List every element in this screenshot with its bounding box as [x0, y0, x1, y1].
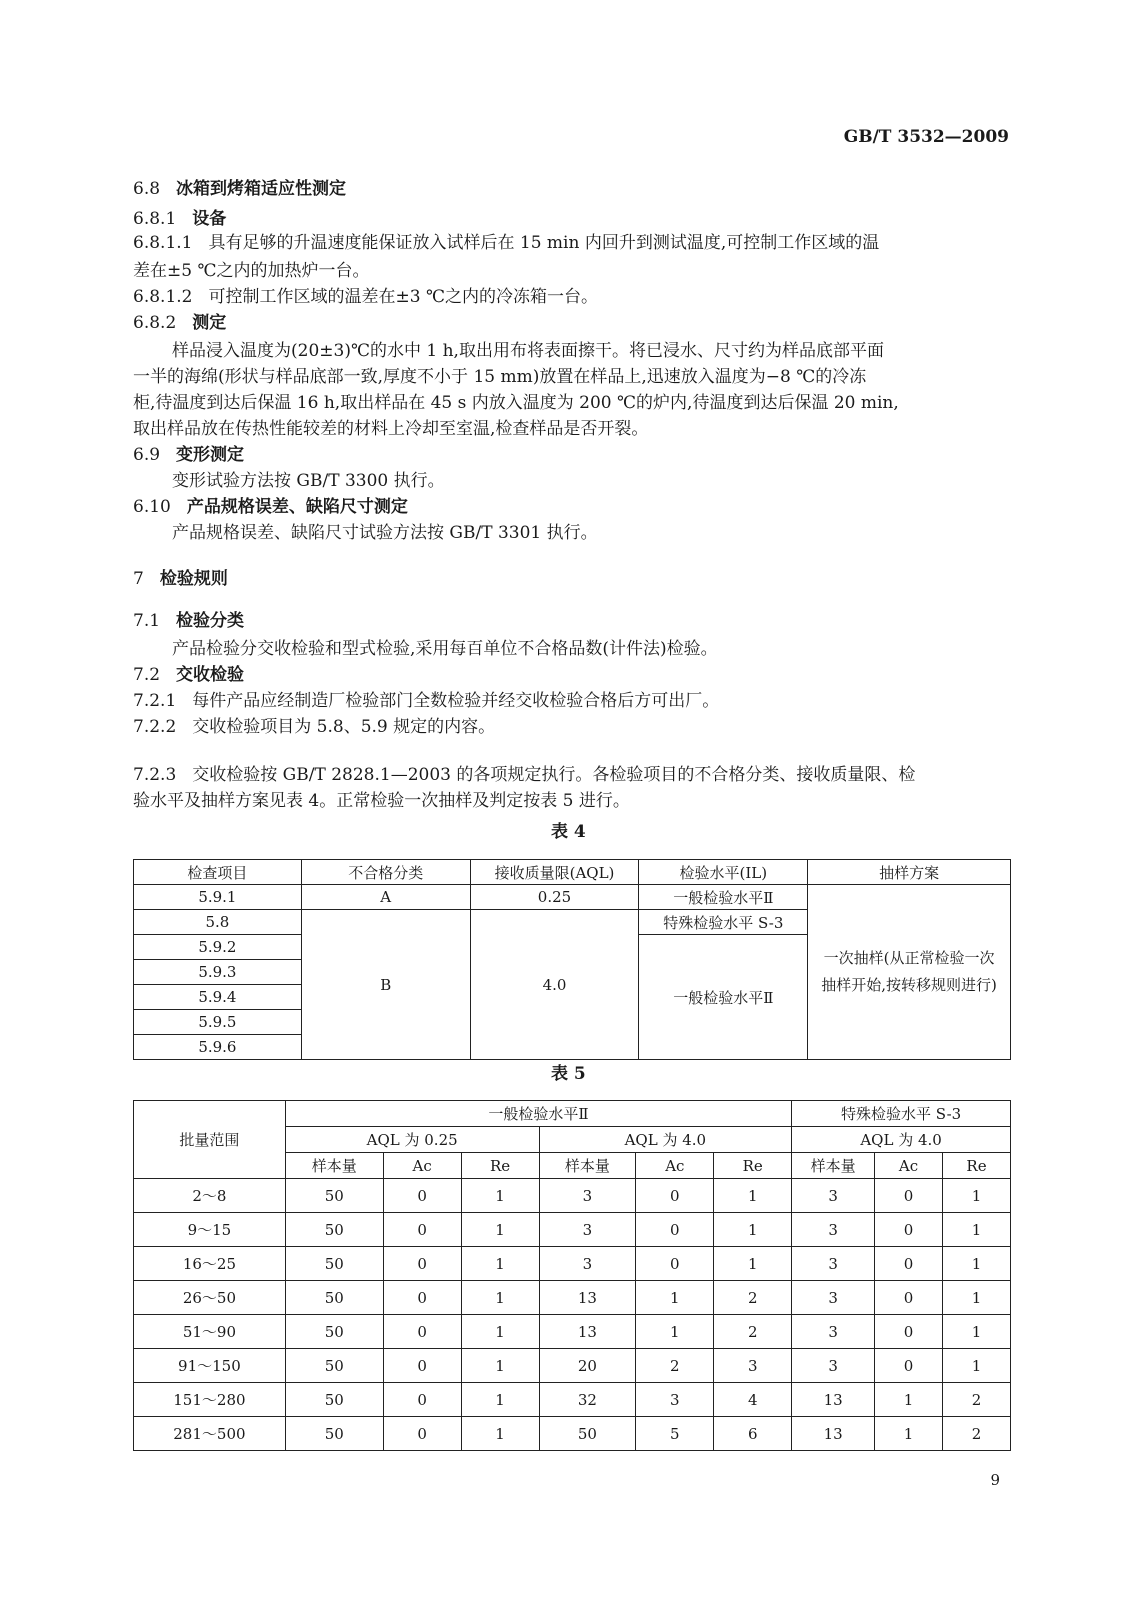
- t5-cell: 2: [943, 1383, 1011, 1417]
- t5-cell: 3: [792, 1349, 875, 1383]
- t5-sub-header: Re: [461, 1153, 539, 1179]
- t5-cell: 1: [461, 1247, 539, 1281]
- table-row: [134, 1315, 1011, 1349]
- paragraph-text: 交收检验按 GB/T 2828.1—2003 的各项规定执行。各检验项目的不合格分类、接收质量限、检: [192, 765, 916, 785]
- t5-cell: 1: [943, 1315, 1011, 1349]
- paragraph-line: [133, 788, 630, 814]
- t5-cell: 3: [792, 1179, 875, 1213]
- section-line: [133, 310, 226, 336]
- t5-cell: 0: [383, 1247, 461, 1281]
- t5-cell: 1: [943, 1281, 1011, 1315]
- section-number: 7.2.1: [133, 691, 177, 711]
- t5-sub-header: Ac: [383, 1153, 461, 1179]
- paragraph-text: 具有足够的升温速度能保证放入试样后在 15 min 内回升到测试温度,可控制工作区域的温: [208, 233, 880, 253]
- section-number: 6.9: [133, 445, 161, 465]
- table-row: [134, 1247, 1011, 1281]
- t4-item: 5.9.2: [134, 935, 302, 960]
- t5-cell: 5: [636, 1417, 714, 1451]
- t5-cell: 0: [383, 1349, 461, 1383]
- t4-class-b: B: [301, 910, 470, 1060]
- t5-cell: 2: [714, 1315, 792, 1349]
- paragraph-text: 样品浸入温度为(20±3)℃的水中 1 h,取出用布将表面擦干。将已浸水、尺寸约为样品底部平面: [172, 341, 884, 361]
- paragraph-text: 交收检验项目为 5.8、5.9 规定的内容。: [192, 717, 496, 737]
- t5-cell: 1: [461, 1281, 539, 1315]
- t5-cell: 3: [539, 1213, 636, 1247]
- t5-lot-range: 26～50: [134, 1281, 286, 1315]
- paragraph-line: [172, 520, 598, 546]
- t5-cell: 50: [539, 1417, 636, 1451]
- section-line: [133, 762, 915, 788]
- section-number: 6.8.2: [133, 313, 177, 333]
- t5-sub-header: Ac: [636, 1153, 714, 1179]
- section-number: 6.8.1.1: [133, 233, 193, 253]
- t5-cell: 1: [461, 1349, 539, 1383]
- t5-group2: 特殊检验水平 S-3: [792, 1101, 1011, 1127]
- t4-il-special: 特殊检验水平 S-3: [639, 910, 808, 935]
- t5-cell: 0: [383, 1383, 461, 1417]
- t5-cell: 1: [636, 1281, 714, 1315]
- paragraph-text: 可控制工作区域的温差在±3 ℃之内的冷冻箱一台。: [208, 287, 598, 307]
- t4-item: 5.9.1: [134, 885, 302, 910]
- t5-cell: 4: [714, 1383, 792, 1417]
- table-row: [134, 1281, 1011, 1315]
- t5-cell: 0: [636, 1213, 714, 1247]
- t5-group1: 一般检验水平Ⅱ: [285, 1101, 791, 1127]
- t5-cell: 13: [792, 1383, 875, 1417]
- t4-item: 5.9.3: [134, 960, 302, 985]
- paragraph-line: [133, 390, 899, 416]
- paragraph-text: 每件产品应经制造厂检验部门全数检验并经交收检验合格后方可出厂。: [192, 691, 720, 711]
- table-row: [134, 1213, 1011, 1247]
- t4-header-class: 不合格分类: [301, 860, 470, 885]
- section-line: [133, 230, 879, 256]
- section-line: [133, 176, 346, 202]
- t5-sub-header: Ac: [875, 1153, 943, 1179]
- t5-cell: 1: [943, 1213, 1011, 1247]
- table5-caption: 表 5: [551, 1064, 586, 1084]
- document-id: GB/T 3532—2009: [843, 127, 1009, 147]
- section-line: [133, 714, 495, 740]
- table-5: [133, 1100, 1011, 1451]
- t5-cell: 1: [714, 1213, 792, 1247]
- paragraph-text: 变形试验方法按 GB/T 3300 执行。: [172, 471, 445, 491]
- section-number: 7.2.3: [133, 765, 177, 785]
- t5-cell: 1: [943, 1179, 1011, 1213]
- section-heading: 检验规则: [159, 569, 228, 589]
- section-line: [133, 442, 244, 468]
- section-heading: 测定: [192, 313, 227, 333]
- t5-cell: 1: [461, 1315, 539, 1349]
- table-row: [134, 1417, 1011, 1451]
- t5-cell: 6: [714, 1417, 792, 1451]
- t5-cell: 1: [714, 1247, 792, 1281]
- t5-cell: 13: [539, 1281, 636, 1315]
- t5-lot-range: 9～15: [134, 1213, 286, 1247]
- table4-caption: 表 4: [551, 822, 586, 842]
- t4-header-aql: 接收质量限(AQL): [470, 860, 639, 885]
- t4-header-plan: 抽样方案: [808, 860, 1011, 885]
- t5-cell: 50: [285, 1247, 383, 1281]
- t4-aql-a: 0.25: [470, 885, 639, 910]
- t5-cell: 50: [285, 1349, 383, 1383]
- paragraph-text: 产品规格误差、缺陷尺寸试验方法按 GB/T 3301 执行。: [172, 523, 598, 543]
- section-number: 7.2.2: [133, 717, 177, 737]
- t5-cell: 3: [792, 1315, 875, 1349]
- t5-lot-range: 16～25: [134, 1247, 286, 1281]
- section-number: 6.8.1.2: [133, 287, 193, 307]
- section-heading: 检验分类: [176, 611, 245, 631]
- t5-cell: 3: [792, 1213, 875, 1247]
- section-number: 6.8: [133, 179, 161, 199]
- t5-cell: 0: [383, 1179, 461, 1213]
- t5-sub-header: 样本量: [285, 1153, 383, 1179]
- t4-header-il: 检验水平(IL): [639, 860, 808, 885]
- section-number: 6.8.1: [133, 209, 177, 229]
- t5-cell: 3: [792, 1281, 875, 1315]
- t4-il-general2: 一般检验水平Ⅱ: [639, 935, 808, 1060]
- t4-class-a: A: [301, 885, 470, 910]
- t5-lot-range: 281～500: [134, 1417, 286, 1451]
- t5-cell: 32: [539, 1383, 636, 1417]
- t5-cell: 1: [943, 1247, 1011, 1281]
- t5-sub-header: Re: [714, 1153, 792, 1179]
- t4-item: 5.9.5: [134, 1010, 302, 1035]
- section-line: [133, 566, 228, 592]
- t5-cell: 2: [943, 1417, 1011, 1451]
- section-line: [133, 284, 598, 310]
- t4-item: 5.9.6: [134, 1035, 302, 1060]
- t5-sub-header: 样本量: [539, 1153, 636, 1179]
- t5-cell: 50: [285, 1383, 383, 1417]
- paragraph-text: 产品检验分交收检验和型式检验,采用每百单位不合格品数(计件法)检验。: [172, 639, 718, 659]
- t5-cell: 0: [383, 1315, 461, 1349]
- t5-lot-range: 51～90: [134, 1315, 286, 1349]
- paragraph-text: 取出样品放在传热性能较差的材料上冷却至室温,检查样品是否开裂。: [133, 419, 649, 439]
- t4-item: 5.8: [134, 910, 302, 935]
- paragraph-text: 验水平及抽样方案见表 4。正常检验一次抽样及判定按表 5 进行。: [133, 791, 630, 811]
- t5-cell: 50: [285, 1417, 383, 1451]
- t5-cell: 2: [636, 1349, 714, 1383]
- paragraph-line: [172, 338, 884, 364]
- t5-cell: 50: [285, 1179, 383, 1213]
- t5-cell: 1: [461, 1179, 539, 1213]
- paragraph-line: [172, 636, 718, 662]
- t5-cell: 1: [636, 1315, 714, 1349]
- t5-cell: 3: [539, 1179, 636, 1213]
- t5-cell: 1: [943, 1349, 1011, 1383]
- t4-item: 5.9.4: [134, 985, 302, 1010]
- table-row: [134, 1383, 1011, 1417]
- t4-header-item: 检查项目: [134, 860, 302, 885]
- t5-lot-range: 91～150: [134, 1349, 286, 1383]
- t5-lot-range: 2～8: [134, 1179, 286, 1213]
- section-line: [133, 206, 226, 232]
- t5-cell: 20: [539, 1349, 636, 1383]
- t5-cell: 0: [875, 1247, 943, 1281]
- t5-aql2: AQL 为 4.0: [539, 1127, 792, 1153]
- t5-cell: 0: [875, 1281, 943, 1315]
- t5-aql3: AQL 为 4.0: [792, 1127, 1011, 1153]
- table5-header-row-1: [134, 1101, 1011, 1127]
- section-line: [133, 494, 408, 520]
- section-heading: 变形测定: [176, 445, 245, 465]
- t5-cell: 3: [714, 1349, 792, 1383]
- t5-cell: 3: [636, 1383, 714, 1417]
- table-row: [134, 1179, 1011, 1213]
- section-line: [133, 662, 244, 688]
- paragraph-line: [133, 258, 369, 284]
- t4-plan: 一次抽样(从正常检验一次抽样开始,按转移规则进行): [808, 885, 1011, 1060]
- t5-cell: 0: [875, 1349, 943, 1383]
- section-heading: 设备: [192, 209, 227, 229]
- t5-cell: 0: [383, 1417, 461, 1451]
- t5-lot-range: 151～280: [134, 1383, 286, 1417]
- section-heading: 交收检验: [176, 665, 245, 685]
- paragraph-text: 一半的海绵(形状与样品底部一致,厚度不小于 15 mm)放置在样品上,迅速放入温度为−8 ℃的冷冻: [133, 367, 867, 387]
- section-heading: 产品规格误差、缺陷尺寸测定: [186, 497, 408, 517]
- t5-cell: 2: [714, 1281, 792, 1315]
- t5-cell: 0: [875, 1179, 943, 1213]
- t4-aql-b: 4.0: [470, 910, 639, 1060]
- t5-cell: 1: [875, 1417, 943, 1451]
- t5-sub-header: Re: [943, 1153, 1011, 1179]
- t5-cell: 0: [636, 1179, 714, 1213]
- t5-cell: 50: [285, 1315, 383, 1349]
- t5-cell: 0: [383, 1213, 461, 1247]
- t5-cell: 13: [539, 1315, 636, 1349]
- section-line: [133, 608, 244, 634]
- t5-cell: 0: [875, 1213, 943, 1247]
- paragraph-line: [133, 416, 648, 442]
- t5-lot-header: 批量范围: [134, 1101, 286, 1179]
- section-number: 7.1: [133, 611, 161, 631]
- t5-aql1: AQL 为 0.25: [285, 1127, 539, 1153]
- section-number: 7: [133, 569, 144, 589]
- t5-cell: 50: [285, 1281, 383, 1315]
- t5-cell: 0: [636, 1247, 714, 1281]
- section-heading: 冰箱到烤箱适应性测定: [176, 179, 347, 199]
- paragraph-line: [172, 468, 445, 494]
- paragraph-line: [133, 364, 866, 390]
- table-row: [134, 885, 1011, 910]
- t4-il-general: 一般检验水平Ⅱ: [639, 885, 808, 910]
- t5-cell: 3: [792, 1247, 875, 1281]
- t5-cell: 0: [875, 1315, 943, 1349]
- page-number: 9: [990, 1471, 1000, 1489]
- t5-cell: 1: [875, 1383, 943, 1417]
- t5-cell: 1: [714, 1179, 792, 1213]
- t5-cell: 3: [539, 1247, 636, 1281]
- t5-cell: 1: [461, 1383, 539, 1417]
- t5-cell: 1: [461, 1213, 539, 1247]
- t5-cell: 0: [383, 1281, 461, 1315]
- t5-cell: 50: [285, 1213, 383, 1247]
- section-line: [133, 688, 719, 714]
- section-number: 7.2: [133, 665, 161, 685]
- t5-sub-header: 样本量: [792, 1153, 875, 1179]
- section-number: 6.10: [133, 497, 171, 517]
- paragraph-text: 柜,待温度到达后保温 16 h,取出样品在 45 s 内放入温度为 200 ℃的炉内,待温度到达后保温 20 min,: [133, 393, 899, 413]
- table-row: [134, 1349, 1011, 1383]
- paragraph-text: 差在±5 ℃之内的加热炉一台。: [133, 261, 370, 281]
- t5-cell: 13: [792, 1417, 875, 1451]
- t5-cell: 1: [461, 1417, 539, 1451]
- table4-header-row: [134, 860, 1011, 885]
- table-4: [133, 859, 1011, 1060]
